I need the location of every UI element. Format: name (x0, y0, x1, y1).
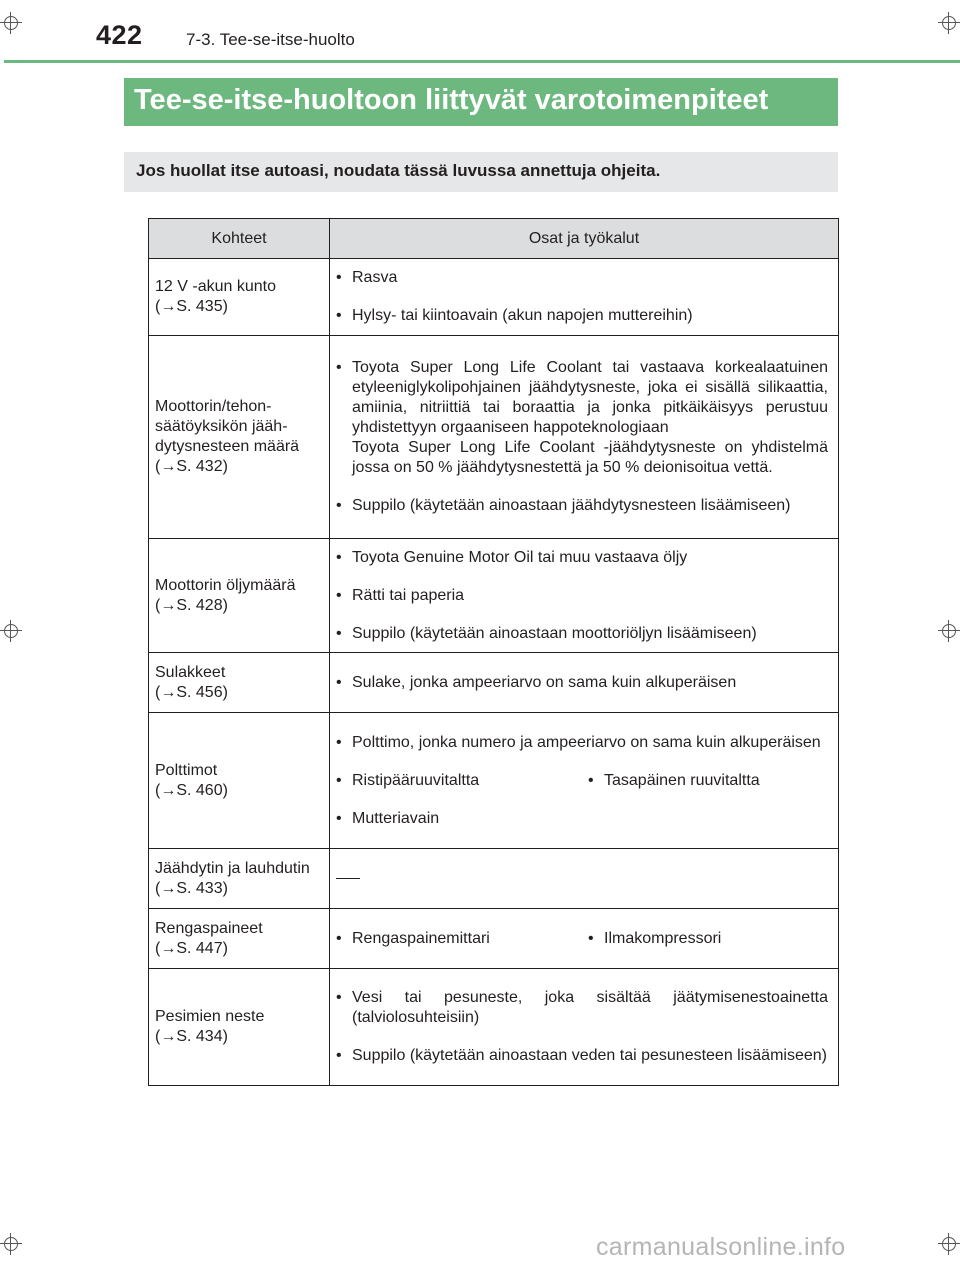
crop-mark-top-left (0, 12, 22, 34)
header-rule (4, 60, 960, 63)
section-title: 7-3. Tee-se-itse-huolto (186, 30, 355, 49)
page-number: 422 (96, 20, 143, 50)
tools-cell (330, 969, 839, 1086)
page-title: Tee-se-itse-huoltoon liittyvät varotoimenpiteet (134, 84, 769, 116)
crop-mark-bottom-right (938, 1233, 960, 1255)
crop-mark-top-right (938, 12, 960, 34)
table-row (149, 969, 839, 1086)
item-cell (149, 539, 330, 653)
item-cell (149, 909, 330, 969)
tools-cell (330, 849, 839, 909)
page-reference: (→S. 432) (155, 458, 228, 475)
item-name: Pesimien neste (155, 1008, 265, 1025)
list-item: • Toyota Genuine Motor Oil tai muu vastaava öljy (336, 548, 828, 568)
table-row (149, 539, 839, 653)
item-cell (149, 259, 330, 336)
list-item: • Hylsy- tai kiintoavain (akun napojen muttereihin) (336, 306, 828, 326)
tool-pair (336, 929, 828, 949)
list-item: • Suppilo (käytetään ainoastaan jäähdytysnesteen lisäämiseen) (336, 496, 828, 516)
item-name: Sulakkeet (155, 663, 226, 681)
item-cell (149, 849, 330, 909)
tools-cell (330, 336, 839, 539)
list-item: • Ilmakompressori (588, 929, 828, 949)
list-item: • Vesi tai pesuneste, joka sisältää jäätymisenestoainetta (talviolosuhteisiin) (336, 988, 828, 1028)
coolant-spec: Toyota Super Long Life Coolant tai vastaava korkealaatuinen etyleeniglykolipohjainen jäähdytysneste, joka ei sisällä silikaattia, amiinia, nitriittiä tai boraattia ja jonka pitkäikäisyys perustuu yhdistettyyn orgaaniseen happoteknologiaan (352, 359, 828, 436)
crop-mark-bottom-left (0, 1233, 22, 1255)
list-item: • Rätti tai paperia (336, 586, 828, 606)
tools-cell (330, 653, 839, 713)
intro-box (124, 152, 838, 192)
item-cell (149, 653, 330, 713)
crop-mark-mid-left (0, 620, 22, 642)
page-reference: (→S. 456) (155, 683, 228, 701)
column-header-items: Kohteet (149, 219, 330, 259)
page-reference: (→S. 428) (155, 596, 228, 614)
crop-mark-mid-right (938, 620, 960, 642)
item-cell (149, 336, 330, 539)
list-item: • Tasapäinen ruuvitaltta (588, 771, 828, 791)
table-header-row (149, 219, 839, 259)
list-item: • Polttimo, jonka numero ja ampeeriarvo on sama kuin alkuperäisen (336, 733, 828, 753)
item-cell (149, 713, 330, 849)
table-row (149, 336, 839, 539)
table-row (149, 849, 839, 909)
list-item: • Sulake, jonka ampeeriarvo on sama kuin alkuperäisen (336, 673, 828, 693)
list-item: • Suppilo (käytetään ainoastaan veden tai pesunesteen lisäämiseen) (336, 1046, 828, 1066)
coolant-note: Toyota Super Long Life Coolant -jäähdytysneste on yhdistelmä jossa on 50 % jäähdytysnestettä ja 50 % deionisoitua vettä. (352, 439, 828, 476)
title-banner (124, 78, 838, 126)
list-item (336, 358, 828, 478)
item-name: Moottorin/tehon- (155, 398, 272, 415)
item-name: säätöyksikön jääh- (155, 418, 288, 435)
page-reference: (→S. 433) (155, 879, 228, 897)
table-row (149, 259, 839, 336)
list-item: • Rengaspainemittari (336, 929, 588, 949)
intro-text: Jos huollat itse autoasi, noudata tässä luvussa annettuja ohjeita. (136, 161, 661, 180)
tools-cell (330, 259, 839, 336)
list-item: • Ristipääruuvitaltta (336, 771, 588, 791)
item-name: 12 V -akun kunto (155, 278, 276, 295)
tools-cell (330, 909, 839, 969)
list-item: • Rasva (336, 268, 828, 288)
item-name: Moottorin öljymäärä (155, 576, 296, 594)
table-row (149, 909, 839, 969)
item-name: Rengaspaineet (155, 919, 263, 937)
column-header-tools: Osat ja työkalut (330, 219, 839, 259)
item-name: Polttimot (155, 761, 218, 779)
table-row (149, 713, 839, 849)
list-item: • Mutteriavain (336, 809, 828, 829)
list-item: • Suppilo (käytetään ainoastaan moottoriöljyn lisäämiseen) (336, 624, 828, 644)
page-reference: (→S. 434) (155, 1028, 228, 1045)
watermark: carmanualsonline.info (596, 1233, 846, 1261)
item-name: dytysnesteen määrä (155, 438, 300, 455)
page-reference: (→S. 460) (155, 781, 228, 799)
item-name: Jäähdytin ja lauhdutin (155, 859, 310, 877)
tools-cell (330, 539, 839, 653)
parts-table (148, 218, 839, 1086)
page-reference: (→S. 435) (155, 298, 228, 315)
tools-cell (330, 713, 839, 849)
no-tools-dash (336, 878, 360, 879)
page-reference: (→S. 447) (155, 939, 228, 957)
table-row (149, 653, 839, 713)
item-cell (149, 969, 330, 1086)
tool-pair (336, 771, 828, 791)
